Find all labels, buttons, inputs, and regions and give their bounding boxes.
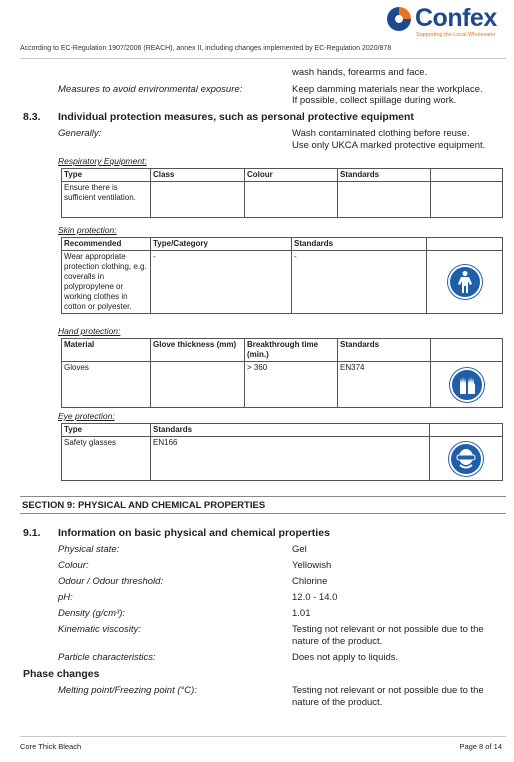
respiratory-table <box>61 168 503 218</box>
env-exposure-value-1: Keep damming materials near the workplace. <box>292 84 483 95</box>
safety-glasses-icon <box>449 442 483 476</box>
hand-header-breakthrough: Breakthrough time (min.) <box>245 339 338 362</box>
eye-label: Eye protection: <box>58 411 115 421</box>
prop-label-physical-state: Physical state: <box>58 544 120 555</box>
hand-cell-material: Gloves <box>62 362 151 408</box>
skin-header-blank <box>427 238 503 251</box>
skin-label: Skin protection: <box>58 225 117 235</box>
hand-header-thickness: Glove thickness (mm) <box>151 339 245 362</box>
skin-header-type: Type/Category <box>151 238 292 251</box>
resp-header-class: Class <box>151 169 245 182</box>
hand-header-standards: Standards <box>338 339 431 362</box>
eye-cell-icon <box>430 437 503 481</box>
resp-cell-blank <box>431 182 503 218</box>
generally-value-2: Use only UKCA marked protective equipment. <box>292 140 486 151</box>
footer-page-number: Page 8 of 14 <box>459 742 502 751</box>
prop-value-physical-state: Gel <box>292 544 307 555</box>
section-9-header: SECTION 9: PHYSICAL AND CHEMICAL PROPERTIES <box>20 496 506 514</box>
prop-label-odour: Odour / Odour threshold: <box>58 576 164 587</box>
eye-table <box>61 423 503 481</box>
prop-value-viscosity: Testing not relevant or not possible due to the nature of the product. <box>292 624 484 647</box>
resp-cell-standards <box>338 182 431 218</box>
footer-product-name: Core Thick Bleach <box>20 742 82 751</box>
prop-label-particle: Particle characteristics: <box>58 652 156 663</box>
eye-header-blank <box>430 424 503 437</box>
eye-cell-type: Safety glasses <box>62 437 151 481</box>
prop-value-ph: 12.0 - 14.0 <box>292 592 338 603</box>
footer-divider <box>20 736 506 737</box>
section-9-1-title: Information on basic physical and chemical properties <box>58 527 330 539</box>
skin-table <box>61 237 503 314</box>
brand-name: Confex <box>415 4 497 32</box>
hand-cell-breakthrough: > 360 <box>245 362 338 408</box>
brand-tagline: Supporting the Local Wholesaler <box>416 32 496 38</box>
protective-clothing-icon <box>448 265 482 299</box>
confex-logo-icon <box>385 5 413 33</box>
hand-cell-thickness <box>151 362 245 408</box>
skin-header-recommended: Recommended <box>62 238 151 251</box>
skin-cell-type: - <box>151 251 292 314</box>
gloves-icon <box>450 368 484 402</box>
skin-header-standards: Standards <box>292 238 427 251</box>
header-divider <box>20 58 506 59</box>
resp-header-blank <box>431 169 503 182</box>
hand-cell-standards: EN374 <box>338 362 431 408</box>
prop-value-odour: Chlorine <box>292 576 328 587</box>
section-8-3-number: 8.3. <box>23 111 41 123</box>
eye-cell-standards: EN166 <box>151 437 430 481</box>
prop-label-ph: pH: <box>58 592 73 603</box>
melting-point-label: Melting point/Freezing point (°C): <box>58 685 197 696</box>
hand-label: Hand protection: <box>58 326 121 336</box>
hand-table <box>61 338 503 408</box>
hand-cell-icon <box>431 362 503 408</box>
prop-value-density: 1.01 <box>292 608 311 619</box>
generally-value-1: Wash contaminated clothing before reuse. <box>292 128 470 139</box>
regulation-note: According to EC-Regulation 1907/2006 (REACH), annex II, including changes implemented by EC-Regulation 2020/878 <box>20 45 392 52</box>
eye-header-type: Type <box>62 424 151 437</box>
resp-header-colour: Colour <box>245 169 338 182</box>
resp-cell-type: Ensure there is sufficient ventilation. <box>62 182 151 218</box>
resp-cell-colour <box>245 182 338 218</box>
respiratory-label: Respiratory Equipment: <box>58 156 147 166</box>
eye-header-standards: Standards <box>151 424 430 437</box>
section-8-3-title: Individual protection measures, such as personal protective equipment <box>58 111 414 123</box>
wash-hands-text: wash hands, forearms and face. <box>292 67 428 78</box>
env-exposure-label: Measures to avoid environmental exposure: <box>58 84 243 95</box>
skin-cell-icon <box>427 251 503 314</box>
hand-header-blank <box>431 339 503 362</box>
prop-label-colour: Colour: <box>58 560 89 571</box>
skin-cell-recommended: Wear appropriate protection clothing, e.g. coveralls in polypropylene or working clothes in cotton or polyester. <box>62 251 151 314</box>
phase-changes-heading: Phase changes <box>23 668 100 680</box>
prop-value-particle: Does not apply to liquids. <box>292 652 399 663</box>
generally-label: Generally: <box>58 128 102 139</box>
env-exposure-value-2: If possible, collect spillage during work. <box>292 95 457 106</box>
melting-point-value: Testing not relevant or not possible due to the nature of the product. <box>292 685 484 708</box>
prop-value-colour: Yellowish <box>292 560 332 571</box>
section-9-1-number: 9.1. <box>23 527 41 539</box>
resp-cell-class <box>151 182 245 218</box>
resp-header-type: Type <box>62 169 151 182</box>
confex-logo <box>385 4 511 40</box>
prop-label-density: Density (g/cm³): <box>58 608 126 619</box>
hand-header-material: Material <box>62 339 151 362</box>
skin-cell-standards: - <box>292 251 427 314</box>
resp-header-standards: Standards <box>338 169 431 182</box>
prop-label-viscosity: Kinematic viscosity: <box>58 624 141 635</box>
